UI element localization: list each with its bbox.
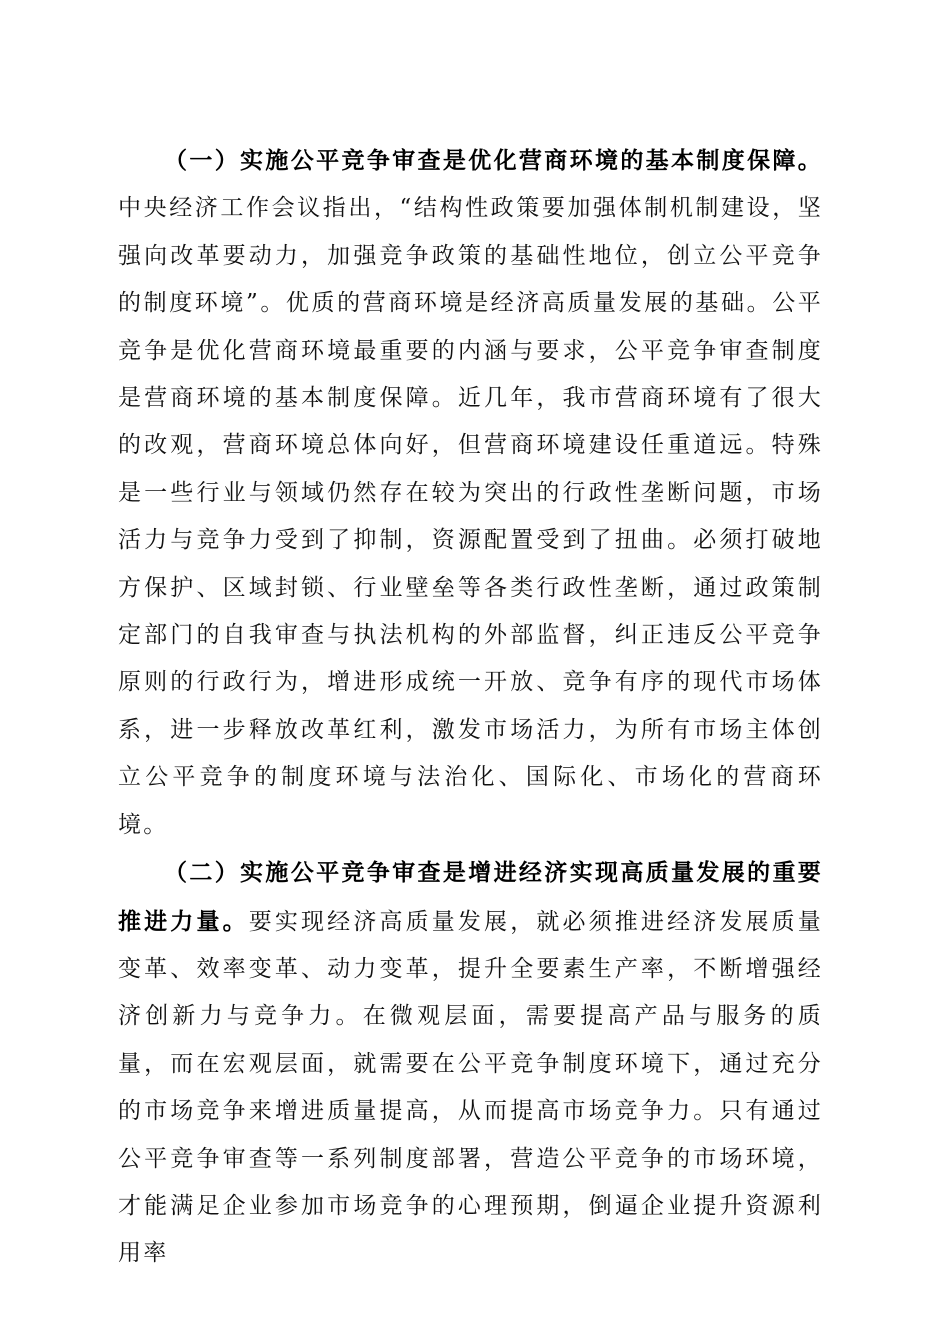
document-body (118, 137, 823, 1278)
paragraph-1-heading: （一）实施公平竞争审查是优化营商环境的基本制度保障。 (164, 147, 823, 174)
paragraph-1 (118, 137, 823, 849)
paragraph-2 (118, 849, 823, 1278)
paragraph-2-text: 要实现经济高质量发展，就必须推进经济发展质量变革、效率变革、动力变革，提升全要素生产率，不断增强经济创新力与竞争力。在微观层面，需要提高产品与服务的质量，而在宏观层面，就需要在公平竞争制度环境下，通过充分的市场竞争来增进质量提高，从而提高市场竞争力。只有通过公平竞争审查等一系列制度部署，营造公平竞争的市场环境，才能满足企业参加市场竞争的心理预期，倒逼企业提升资源利用率 (118, 908, 823, 1267)
paragraph-2-heading: （二）实施公平竞争审查是增进经济实现高质量发展的重要推进力量。 (118, 859, 823, 935)
paragraph-1-text: 中央经济工作会议指出，“结构性政策要加强体制机制建设，坚强向改革要动力，加强竞争政策的基础性地位，创立公平竞争的制度环境”。优质的营商环境是经济高质量发展的基础。公平竞争是优化营商环境最重要的内涵与要求，公平竞争审查制度是营商环境的基本制度保障。近几年，我市营商环境有了很大的改观，营商环境总体向好，但营商环境建设任重道远。特殊是一些行业与领域仍然存在较为突出的行政性垄断问题，市场活力与竞争力受到了抑制，资源配置受到了扭曲。必须打破地方保护、区域封锁、行业壁垒等各类行政性垄断，通过政策制定部门的自我审查与执法机构的外部监督，纠正违反公平竞争原则的行政行为，增进形成统一开放、竞争有序的现代市场体系，进一步释放改革红利，激发市场活力，为所有市场主体创立公平竞争的制度环境与法治化、国际化、市场化的营商环境。 (118, 195, 823, 838)
